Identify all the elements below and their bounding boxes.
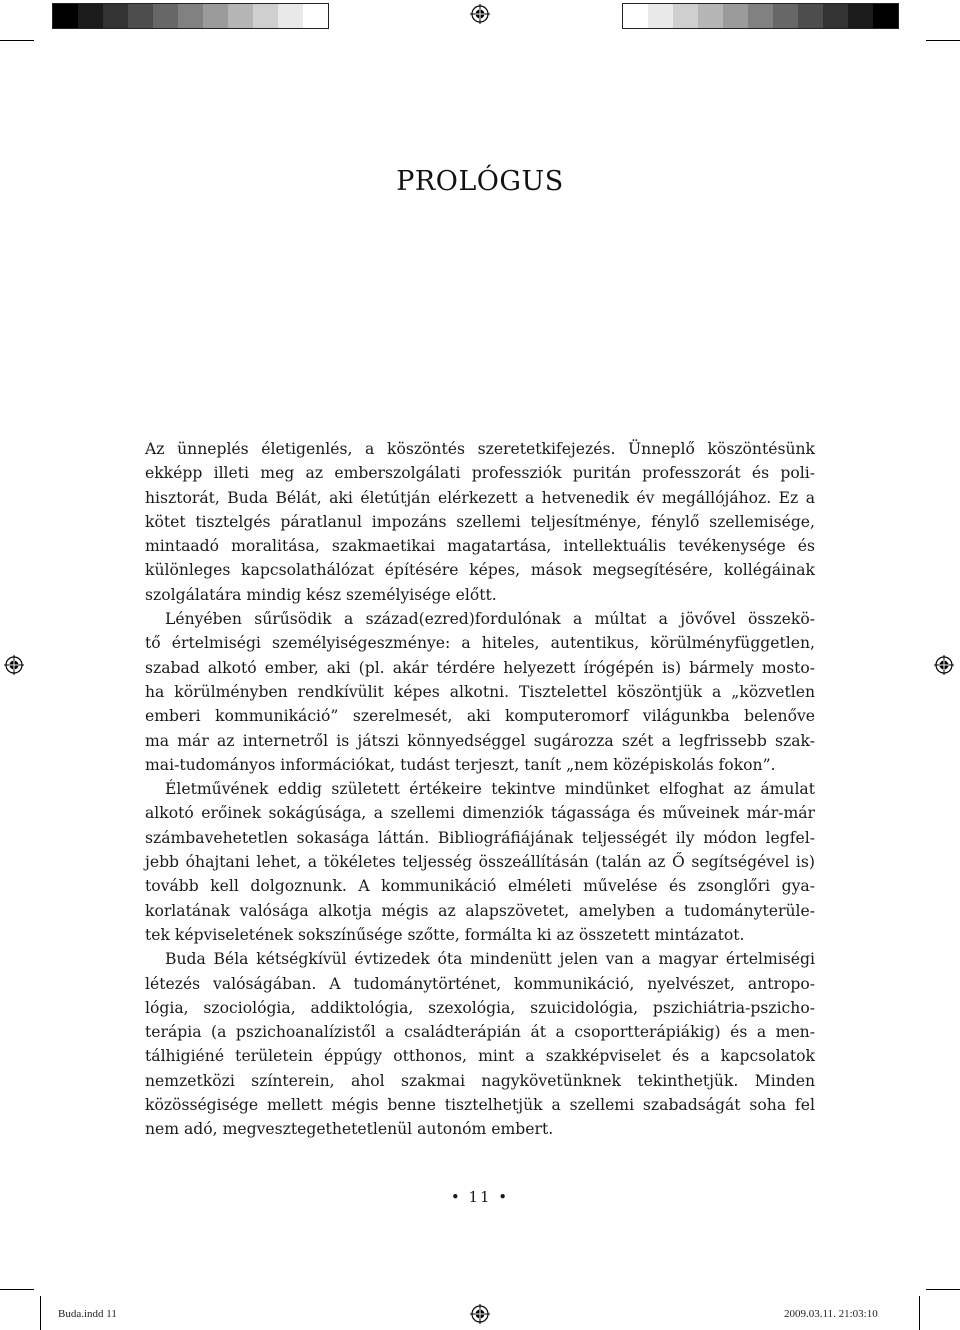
color-swatch [78,4,103,28]
text-line: Lényében sűrűsödik a század(ezred)fordulónak a múltat a jövővel összekö- [165,610,815,629]
registration-target-icon [470,1304,490,1324]
registration-swatches-left [52,3,329,29]
text-line: szabad alkotó ember, aki (pl. akár térdére helyezett írógépén is) bármely mosto- [145,658,815,677]
color-swatch [53,4,78,28]
color-swatch [278,4,303,28]
text-line: korlatának valósága alkotja mégis az alapszövetet, amelyben a tudományterüle- [145,901,815,920]
crop-mark [926,40,960,41]
text-line: nemzetközi színterein, ahol szakmai nagykövetünknek tekinthetjük. Minden [145,1071,815,1090]
text-line: mintaadó moralitása, szakmaetikai magatartása, intellektuális tevékenysége és [145,537,815,556]
text-line: különleges kapcsolathálózat építésére képes, mások megsegítésére, kollégáinak [145,561,815,580]
color-swatch [103,4,128,28]
color-swatch [698,4,723,28]
color-swatch [228,4,253,28]
registration-swatches-right [622,3,899,29]
crop-mark [926,1289,960,1290]
body-text [145,437,815,1142]
text-line: kötet tisztelgés páratlanul impozáns szellemi teljesítménye, fénylő szellemisége, [145,512,815,531]
color-swatch [773,4,798,28]
color-swatch [203,4,228,28]
color-swatch [723,4,748,28]
text-line: lógia, szociológia, addiktológia, szexológia, szuicidológia, pszichiátria-pszicho- [145,998,815,1017]
text-line: ekképp illeti meg az emberszolgálati professziók puritán professzorát és poli- [145,464,815,483]
text-line: alkotó erőinek sokágúsága, a szellemi dimenziók tágassága és műveinek már-már [145,804,815,823]
slug-timestamp: 2009.03.11. 21:03:10 [784,1308,878,1320]
text-line: ha körülményben rendkívülit képes alkotni. Tisztelettel köszöntjük a „közvetlen [145,682,815,701]
text-line: Életművének eddig született értékeire tekintve mindünket elfoghat az ámulat [165,780,815,799]
text-line: nem adó, megvesztegethetetlenül autonóm embert. [145,1120,554,1139]
crop-mark [919,1296,920,1330]
registration-target-icon [934,655,954,675]
registration-target-icon [470,4,490,24]
color-swatch [673,4,698,28]
text-line: emberi kommunikáció” szerelmesét, aki komputeromorf világunkba belenőve [145,707,815,726]
color-swatch [748,4,773,28]
color-swatch [623,4,648,28]
text-line: jebb óhajtani lehet, a tökéletes teljesség összeállításán (talán az Ő segítségével is) [145,853,815,872]
color-swatch [128,4,153,28]
color-swatch [848,4,873,28]
text-line: tálhigiéné területein éppúgy otthonos, mint a szakképviselet és a kapcsolatok [145,1047,815,1066]
color-swatch [823,4,848,28]
text-line: hisztorát, Buda Bélát, aki életútján elérkezett a hetvenedik év megállójához. Ez a [145,488,815,507]
color-swatch [873,4,898,28]
slug-file-info: Buda.indd 11 [58,1308,117,1320]
text-line: számbavehetetlen sokasága láttán. Bibliográfiájának teljességét ily módon legfel- [145,828,815,847]
color-swatch [253,4,278,28]
crop-mark [0,40,34,41]
color-swatch [178,4,203,28]
text-line: tek képviseletének sokszínűsége szőtte, formálta ki az összetett mintázatot. [145,925,745,944]
page-number: • 11 • [450,1188,510,1206]
chapter-title: PROLÓGUS [396,166,564,197]
color-swatch [303,4,328,28]
registration-target-icon [4,655,24,675]
crop-mark [0,1289,34,1290]
crop-mark [40,1296,41,1330]
text-line: Az ünneplés életigenlés, a köszöntés szeretetkifejezés. Ünneplő köszöntésünk [145,440,815,458]
text-line: tovább kell dolgoznunk. A kommunikáció elméleti művelése és zsonglőri gya- [145,877,815,896]
text-line: terápia (a pszichoanalízistől a családterápián át a csoportterápiákig) és a men- [145,1023,815,1042]
color-swatch [153,4,178,28]
text-line: Buda Béla kétségkívül évtizedek óta mindenütt jelen van a magyar értelmiségi [165,950,815,969]
color-swatch [798,4,823,28]
color-swatch [648,4,673,28]
text-line: szolgálatára mindig kész személyisége előtt. [145,585,497,604]
text-line: ma már az internetről is játszi könnyedséggel sugározza szét a legfrissebb szak- [145,731,815,750]
text-line: mai-tudományos információkat, tudást terjeszt, tanít „nem középiskolás fokon”. [145,755,776,774]
text-line: közösségisége mellett mégis benne tisztelhetjük a szellemi szabadságát soha fel [145,1096,815,1115]
text-line: létezés valóságában. A tudománytörténet, kommunikáció, nyelvészet, antropo- [145,974,815,993]
text-line: tő értelmiségi személyiségeszménye: a hiteles, autentikus, körülményfüggetlen, [145,634,815,653]
